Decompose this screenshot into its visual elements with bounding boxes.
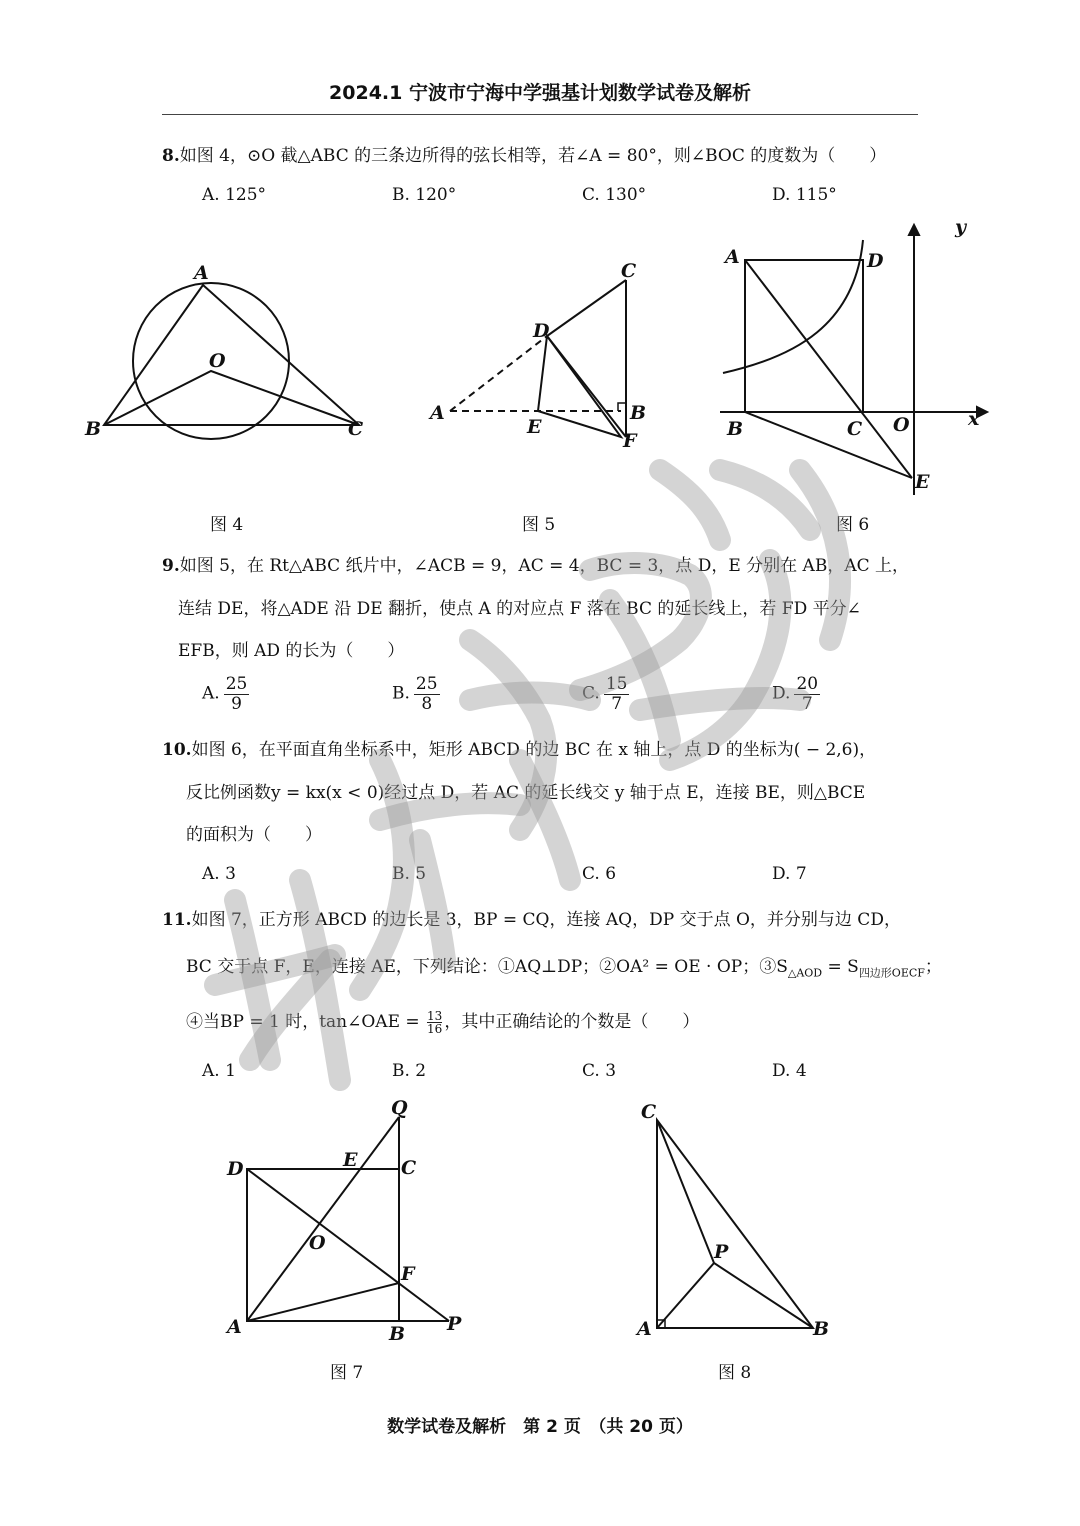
q9-option-d-label: D. bbox=[772, 683, 791, 704]
watermark-stroke-9 bbox=[470, 693, 590, 701]
q9-text-1: 如图 5，在 Rt△ABC 纸片中，∠ACB = 9，AC = 4，BC = 3，点 D，E 分别在 AB，AC 上， bbox=[179, 556, 910, 576]
fig4-label-c: C bbox=[348, 418, 364, 440]
watermark-stroke-14 bbox=[660, 470, 720, 540]
fig5-label-c: C bbox=[621, 260, 637, 282]
fig7-segment-ae bbox=[247, 1283, 399, 1321]
q9-option-d bbox=[772, 675, 820, 713]
watermark-stroke-7 bbox=[420, 840, 445, 960]
figure-6 bbox=[715, 215, 1000, 500]
fig6-caption: 图 6 bbox=[836, 515, 870, 535]
q9-option-b-den: 8 bbox=[421, 693, 433, 714]
q10-line1 bbox=[162, 735, 876, 760]
fig4-caption: 图 4 bbox=[210, 515, 244, 535]
q11-option-b: B. 2 bbox=[392, 1061, 427, 1081]
fig7-label-q: Q bbox=[391, 1097, 408, 1119]
q8-option-c: C. 130° bbox=[582, 185, 647, 205]
q10-option-a: A. 3 bbox=[202, 864, 236, 884]
fig6-label-c: C bbox=[847, 418, 863, 440]
q11-line2-c: ； bbox=[924, 957, 942, 977]
q9-line2: 连结 DE，将△ADE 沿 DE 翻折，使点 A 的对应点 F 落在 BC 的延长线上，若 FD 平分∠ bbox=[178, 599, 861, 619]
fig8-label-p: P bbox=[714, 1241, 729, 1263]
fig6-label-b: B bbox=[727, 418, 744, 440]
header-rule bbox=[162, 114, 918, 115]
q10-text-1: 如图 6，在平面直角坐标系中，矩形 ABCD 的边 BC 在 x 轴上，点 D 的坐标为( − 2,6)， bbox=[191, 740, 877, 760]
figure-7 bbox=[215, 1090, 475, 1350]
q10-option-d: D. 7 bbox=[772, 864, 807, 884]
q8-option-d: D. 115° bbox=[772, 185, 837, 205]
q11-fraction-den: 16 bbox=[427, 1022, 443, 1036]
fig7-label-d: D bbox=[227, 1158, 244, 1180]
fig5-label-a: A bbox=[430, 402, 445, 424]
q11-line3-b: ，其中正确结论的个数是（ ） bbox=[444, 1012, 700, 1032]
q9-line3: EFB，则 AD 的长为（ ） bbox=[178, 641, 405, 661]
q9-option-b bbox=[392, 675, 440, 713]
watermark-stroke-12 bbox=[610, 600, 670, 740]
q9-option-a-fraction bbox=[224, 675, 250, 713]
fig7-label-a: A bbox=[227, 1316, 242, 1338]
q8-stem bbox=[162, 141, 886, 166]
q11-line2 bbox=[186, 952, 942, 980]
fig5-side-dc bbox=[547, 280, 626, 336]
watermark-stroke-16 bbox=[670, 560, 780, 760]
page-footer: 数学试卷及解析 第 2 页 （共 20 页） bbox=[387, 1417, 693, 1437]
q11-option-c: C. 3 bbox=[582, 1061, 617, 1081]
q10-number: 10. bbox=[162, 740, 192, 760]
figure-4 bbox=[80, 255, 380, 455]
q11-line2-b: = S bbox=[822, 957, 859, 977]
q9-option-d-fraction bbox=[794, 675, 820, 713]
fig4-label-a: A bbox=[194, 262, 209, 284]
fig4-triangle bbox=[104, 285, 359, 425]
q8-text: 如图 4，⊙O 截△ABC 的三条边所得的弦长相等，若∠A = 80°，则∠BOC 的度数为（ ） bbox=[179, 146, 887, 166]
q9-option-b-fraction bbox=[414, 675, 440, 713]
fig7-caption: 图 7 bbox=[330, 1363, 364, 1383]
fig8-segment-ap bbox=[657, 1263, 714, 1328]
fig7-label-e: E bbox=[343, 1149, 358, 1171]
q9-option-b-num: 25 bbox=[415, 674, 438, 694]
q9-option-c-num: 15 bbox=[605, 674, 628, 694]
fig8-label-c: C bbox=[641, 1101, 657, 1123]
fig6-label-x: x bbox=[968, 408, 980, 430]
fig8-label-b: B bbox=[813, 1318, 830, 1340]
q10-option-b: B. 5 bbox=[392, 864, 427, 884]
fig5-label-f: F bbox=[623, 430, 637, 452]
fig5-label-b: B bbox=[630, 402, 647, 424]
q9-option-a-den: 9 bbox=[231, 693, 242, 714]
q9-option-a-num: 25 bbox=[225, 674, 248, 694]
q10-line3: 的面积为（ ） bbox=[186, 825, 322, 845]
page-header: 2024.1 宁波市宁海中学强基计划数学试卷及解析 bbox=[329, 82, 751, 104]
q8-number: 8. bbox=[162, 146, 180, 166]
fig5-triangle-def bbox=[538, 336, 621, 437]
q11-line2-sub2: 四边形OECF bbox=[858, 966, 925, 980]
fig7-label-p: P bbox=[447, 1313, 462, 1335]
fig8-label-a: A bbox=[637, 1318, 652, 1340]
fig7-segment-aq bbox=[247, 1117, 399, 1321]
fig4-label-b: B bbox=[85, 418, 102, 440]
q9-option-c-den: 7 bbox=[611, 693, 623, 714]
fig5-label-e: E bbox=[527, 416, 542, 438]
q9-option-d-num: 20 bbox=[796, 674, 819, 694]
q9-option-c-fraction bbox=[604, 675, 630, 713]
fig6-label-e: E bbox=[915, 471, 930, 493]
q11-line1 bbox=[162, 905, 901, 930]
q9-number: 9. bbox=[162, 556, 180, 576]
q11-fraction-num: 13 bbox=[427, 1009, 443, 1023]
figure-5 bbox=[425, 255, 655, 455]
fig7-label-b: B bbox=[389, 1323, 406, 1345]
q11-option-a: A. 1 bbox=[202, 1061, 236, 1081]
fig6-label-y: y bbox=[955, 216, 967, 238]
q11-line3 bbox=[186, 1007, 699, 1035]
q9-option-a-label: A. bbox=[202, 683, 220, 704]
q11-option-d: D. 4 bbox=[772, 1061, 807, 1081]
fig5-caption: 图 5 bbox=[522, 515, 556, 535]
fig6-label-o: O bbox=[893, 414, 910, 436]
fig6-label-a: A bbox=[725, 246, 740, 268]
fig4-label-o: O bbox=[209, 350, 226, 372]
q9-option-b-label: B. bbox=[392, 683, 410, 704]
fig5-label-d: D bbox=[533, 320, 550, 342]
fig8-caption: 图 8 bbox=[718, 1363, 752, 1383]
q11-line2-a: BC 交于点 F，E，连接 AE，下列结论：①AQ⊥DP；②OA² = OE · OP；③S bbox=[186, 957, 788, 977]
watermark-stroke-11 bbox=[580, 563, 701, 690]
q10-line2: 反比例函数y = kx(x < 0)经过点 D，若 AC 的延长线交 y 轴于点 E，连接 BE，则△BCE bbox=[186, 783, 866, 803]
fig7-label-c: C bbox=[401, 1157, 417, 1179]
q11-text-1: 如图 7，正方形 ABCD 的边长是 3，BP = CQ，连接 AQ，DP 交于点 O，并分别与边 CD， bbox=[191, 910, 901, 930]
q11-fraction bbox=[427, 1010, 442, 1035]
q11-line3-a: ④当BP = 1 时，tan∠OAE = bbox=[186, 1012, 426, 1032]
fig8-triangle bbox=[657, 1120, 813, 1328]
q9-option-c bbox=[582, 675, 629, 713]
q11-number: 11. bbox=[162, 910, 192, 930]
fig5-segment-df bbox=[547, 336, 626, 437]
fig7-label-f: F bbox=[401, 1263, 415, 1285]
fig6-label-d: D bbox=[867, 250, 884, 272]
q8-option-b: B. 120° bbox=[392, 185, 457, 205]
q9-option-d-den: 7 bbox=[801, 693, 813, 714]
q9-option-a bbox=[202, 675, 249, 713]
q8-option-a: A. 125° bbox=[202, 185, 267, 205]
fig6-y-arrow bbox=[909, 225, 919, 235]
fig5-dashed-ad bbox=[450, 336, 547, 411]
fig5-right-angle-mark bbox=[618, 403, 626, 411]
figure-8 bbox=[625, 1090, 845, 1350]
q9-option-c-label: C. bbox=[582, 683, 600, 704]
watermark-stroke-6 bbox=[380, 803, 520, 820]
q10-option-c: C. 6 bbox=[582, 864, 617, 884]
q9-line1 bbox=[162, 551, 909, 576]
fig7-segment-dp bbox=[247, 1169, 449, 1321]
q11-line2-sub1: △AOD bbox=[787, 966, 823, 980]
fig7-label-o: O bbox=[309, 1232, 326, 1254]
